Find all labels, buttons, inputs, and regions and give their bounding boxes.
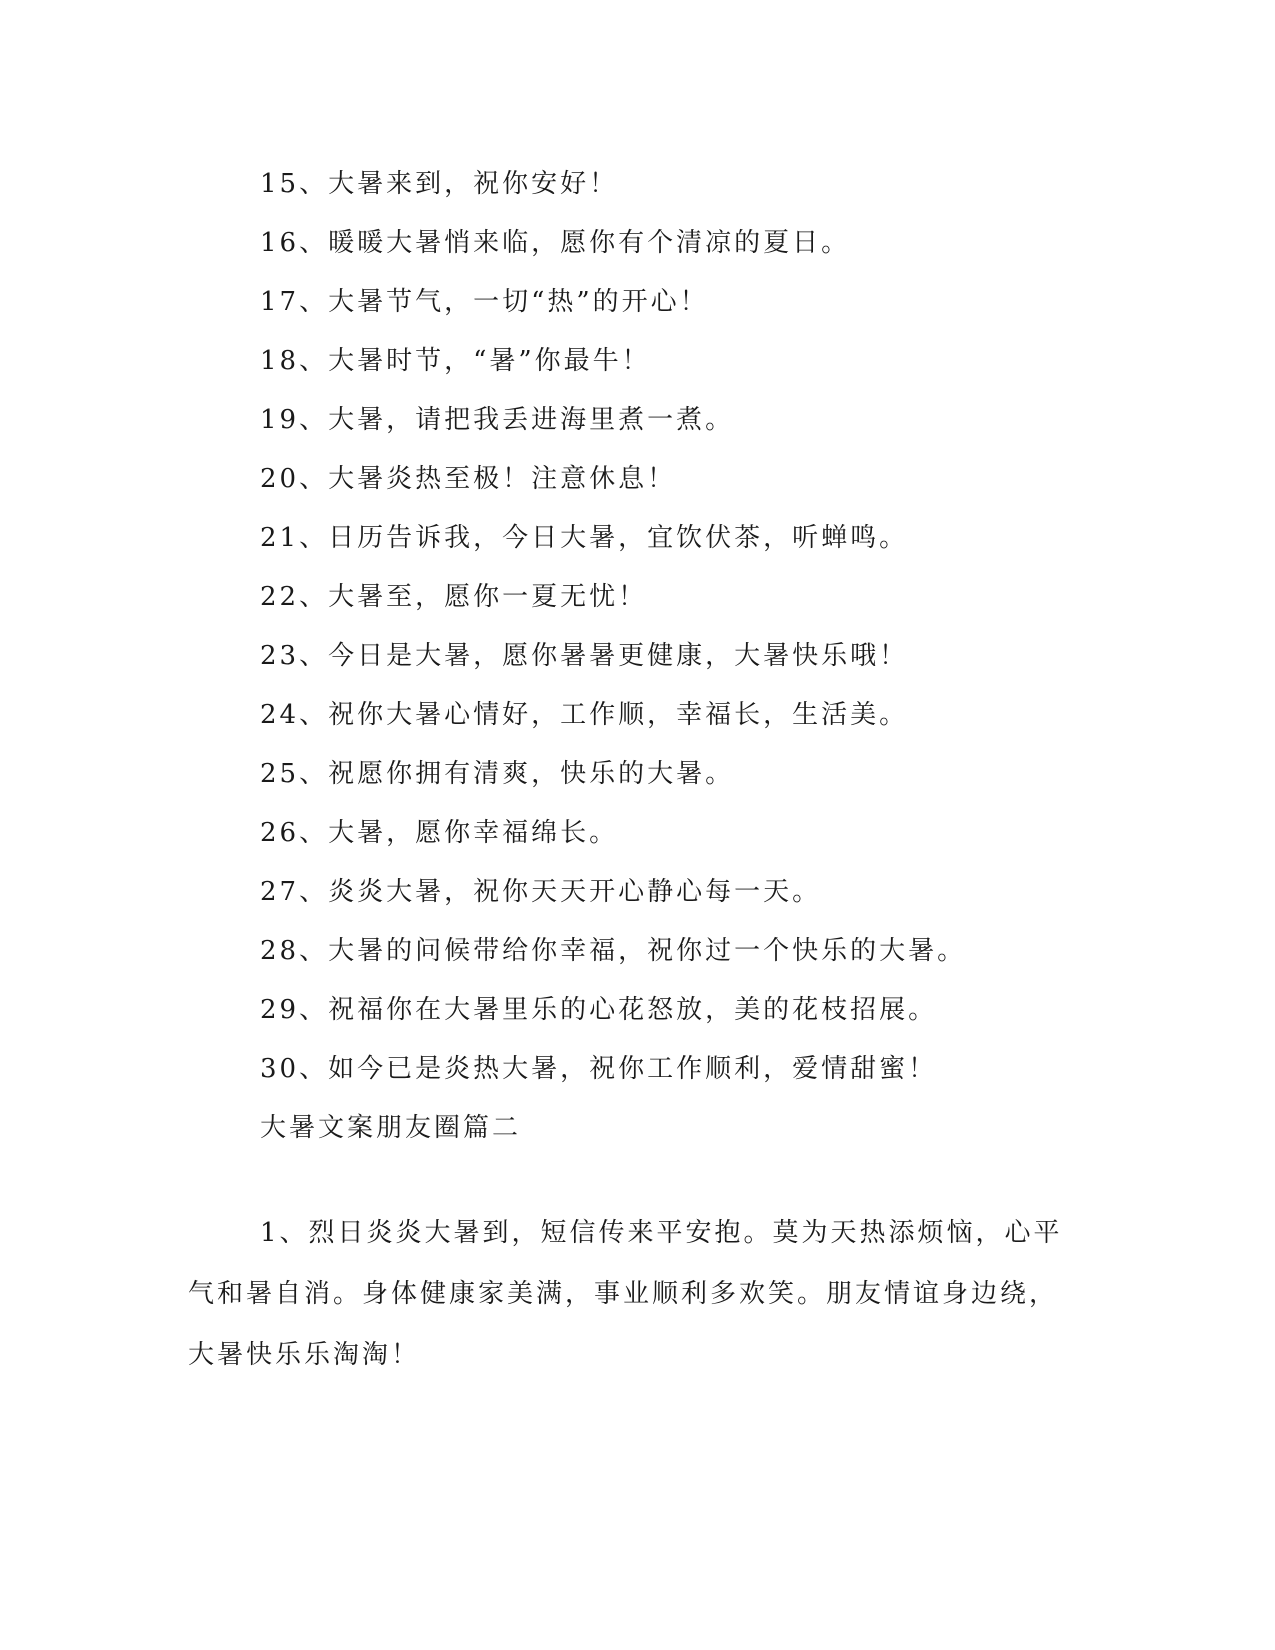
list-item: 19、大暑，请把我丢进海里煮一煮。 bbox=[260, 405, 735, 435]
list-item: 15、大暑来到，祝你安好！ bbox=[260, 169, 619, 199]
section-heading: 大暑文案朋友圈篇二 bbox=[260, 1113, 522, 1143]
list-item: 24、祝你大暑心情好，工作顺，幸福长，生活美。 bbox=[260, 700, 909, 730]
list-item: 18、大暑时节，“暑”你最牛！ bbox=[260, 346, 651, 376]
list-item: 21、日历告诉我，今日大暑，宜饮伏茶，听蝉鸣。 bbox=[260, 523, 909, 553]
list-item: 20、大暑炎热至极！注意休息！ bbox=[260, 464, 677, 494]
list-item: 25、祝愿你拥有清爽，快乐的大暑。 bbox=[260, 759, 735, 789]
list-item: 30、如今已是炎热大暑，祝你工作顺利，爱情甜蜜！ bbox=[260, 1054, 938, 1084]
list-item: 23、今日是大暑，愿你暑暑更健康，大暑快乐哦！ bbox=[260, 641, 909, 671]
list-item: 27、炎炎大暑，祝你天天开心静心每一天。 bbox=[260, 877, 822, 907]
list-item: 29、祝福你在大暑里乐的心花怒放，美的花枝招展。 bbox=[260, 995, 938, 1025]
list-item: 22、大暑至，愿你一夏无忧！ bbox=[260, 582, 648, 612]
list-item: 17、大暑节气，一切“热”的开心！ bbox=[260, 287, 709, 317]
list-item: 26、大暑，愿你幸福绵长。 bbox=[260, 818, 619, 848]
body-paragraph: 1、烈日炎炎大暑到，短信传来平安抱。莫为天热添烦恼，心平气和暑自消。身体健康家美满，事业顺利多欢笑。朋友情谊身边绕，大暑快乐乐淘淘！ bbox=[188, 1218, 1063, 1370]
list-item: 28、大暑的问候带给你幸福，祝你过一个快乐的大暑。 bbox=[260, 936, 967, 966]
list-item: 16、暖暖大暑悄来临，愿你有个清凉的夏日。 bbox=[260, 228, 851, 258]
